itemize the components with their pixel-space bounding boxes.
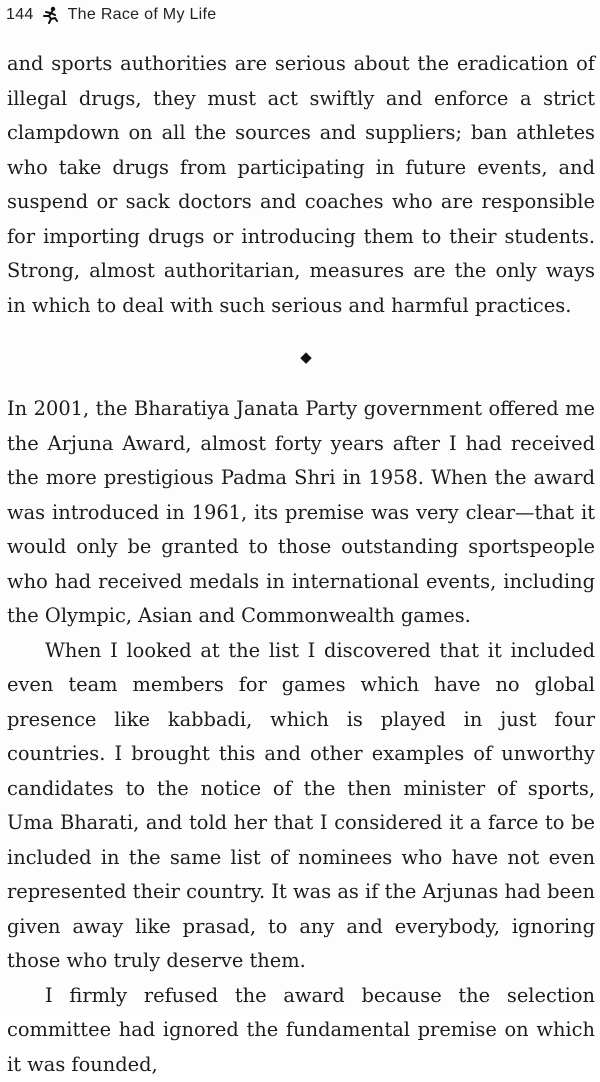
paragraph-arjuna-award: In 2001, the Bharatiya Janata Party government offered me the Arjuna Award, almost forty years after I had received the more prestigious Padma Shri in 1958. When the award was introduced in 1961, its premise was very clear—that it would only be granted to those outstanding sportspeople who had received medals in international events, including the Olympic, Asian and Commonwealth games. bbox=[7, 392, 595, 634]
paragraph-refusal: I firmly refused the award because the selection committee had ignored the fundamental premise on which it was founded, bbox=[7, 979, 595, 1082]
running-head bbox=[6, 4, 216, 26]
body-text bbox=[7, 47, 595, 1082]
section-break-ornament: ◆ bbox=[17, 323, 595, 392]
paragraph-nominee-list: When I looked at the list I discovered that it included even team members for games which have no global presence like kabbadi, which is played in just four countries. I brought this and other examples of unworthy candidates to the notice of the then minister of sports, Uma Bharati, and told her that I considered it a farce to be included in the same list of nominees who have not even represented their country. It was as if the Arjunas had been given away like prasad, to any and everybody, ignoring those who truly deserve them. bbox=[7, 634, 595, 979]
paragraph-continued: and sports authorities are serious about the eradication of illegal drugs, they must act swiftly and enforce a strict clampdown on all the sources and suppliers; ban athletes who take drugs from participating in future events, and suspend or sack doctors and coaches who are responsible for importing drugs or introducing them to their students. Strong, almost authoritarian, measures are the only ways in which to deal with such serious and harmful practices. bbox=[7, 47, 595, 323]
page-number: 144 bbox=[6, 6, 34, 24]
running-title: The Race of My Life bbox=[68, 6, 217, 24]
runner-icon bbox=[40, 6, 60, 24]
